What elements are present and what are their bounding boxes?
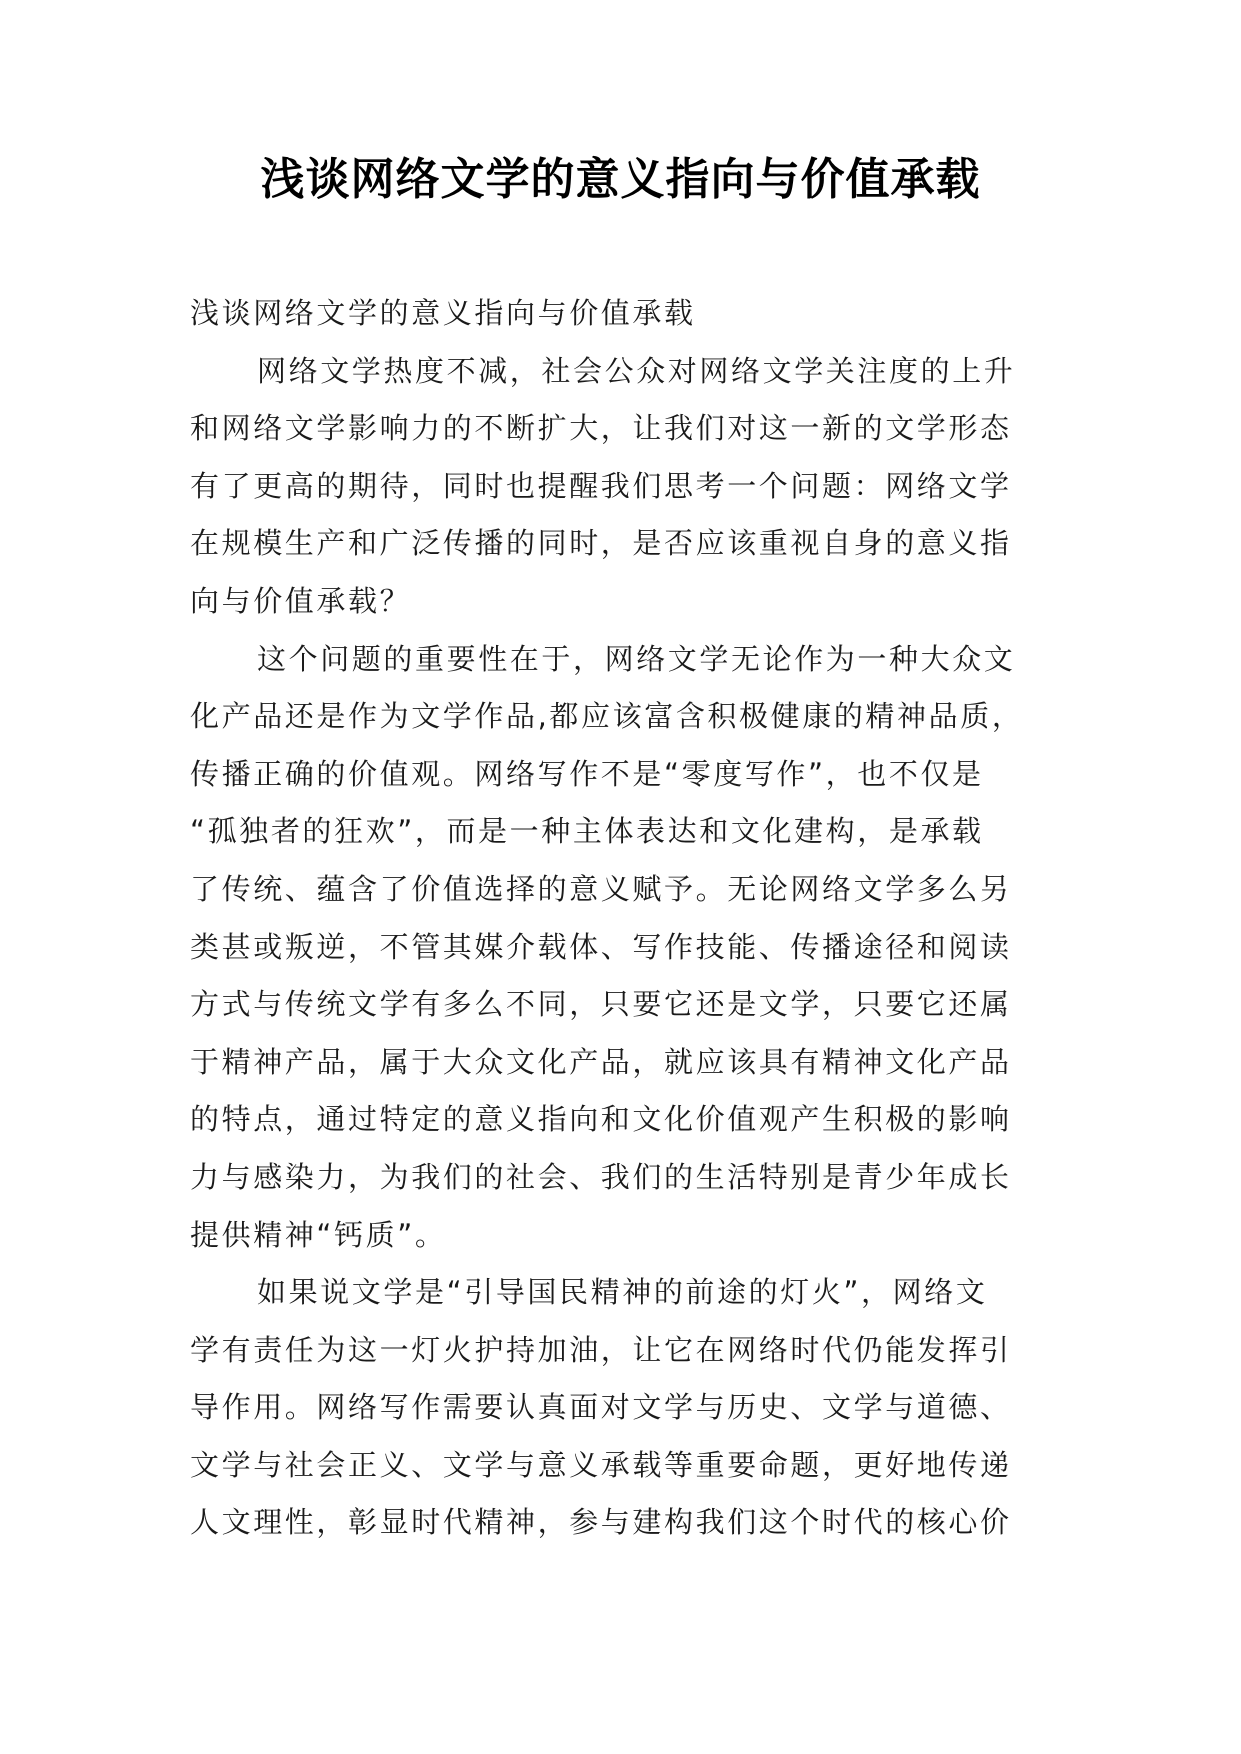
paragraph-line: 人文理性，彰显时代精神，参与建构我们这个时代的核心价	[190, 1505, 1012, 1540]
paragraph-line: “孤独者的狂欢”，而是一种主体表达和文化建构，是承载	[190, 814, 984, 849]
paragraph-line: 在规模生产和广泛传播的同时，是否应该重视自身的意义指	[190, 526, 1012, 561]
paragraph-line: 传播正确的价值观。网络写作不是“零度写作”，也不仅是	[190, 756, 984, 791]
paragraph-line: 有了更高的期待，同时也提醒我们思考一个问题：网络文学	[190, 468, 1012, 503]
paragraph-line: 力与感染力，为我们的社会、我们的生活特别是青少年成长	[190, 1159, 1012, 1194]
paragraph-line: 网络文学热度不减，社会公众对网络文学关注度的上升	[257, 353, 1016, 388]
paragraph-line: 如果说文学是“引导国民精神的前途的灯火”，网络文	[257, 1275, 988, 1310]
paragraph-line: 方式与传统文学有多么不同，只要它还是文学，只要它还属	[190, 987, 1012, 1022]
paragraph-line: 了传统、蕴含了价值选择的意义赋予。无论网络文学多么另	[190, 871, 1012, 906]
paragraph-line: 向与价值承载？	[190, 583, 412, 618]
paragraph-line: 导作用。网络写作需要认真面对文学与历史、文学与道德、	[190, 1390, 1012, 1425]
paragraph-line: 和网络文学影响力的不断扩大，让我们对这一新的文学形态	[190, 411, 1012, 446]
document-subtitle: 浅谈网络文学的意义指向与价值承载	[190, 296, 696, 330]
paragraph-line: 于精神产品，属于大众文化产品，就应该具有精神文化产品	[190, 1044, 1012, 1079]
paragraph-line: 提供精神“钙质”。	[190, 1217, 447, 1252]
paragraph-line: 类甚或叛逆，不管其媒介载体、写作技能、传播途径和阅读	[190, 929, 1012, 964]
paragraph-line: 这个问题的重要性在于，网络文学无论作为一种大众文	[257, 641, 1016, 676]
paragraph-line: 的特点，通过特定的意义指向和文化价值观产生积极的影响	[190, 1102, 1012, 1137]
document-body	[190, 285, 1060, 1552]
document-title: 浅谈网络文学的意义指向与价值承载	[260, 154, 981, 205]
paragraph-line: 化产品还是作为文学作品,都应该富含积极健康的精神品质，	[190, 699, 1024, 734]
paragraph-line: 文学与社会正义、文学与意义承载等重要命题，更好地传递	[190, 1447, 1012, 1482]
paragraph-line: 学有责任为这一灯火护持加油，让它在网络时代仍能发挥引	[190, 1332, 1012, 1367]
